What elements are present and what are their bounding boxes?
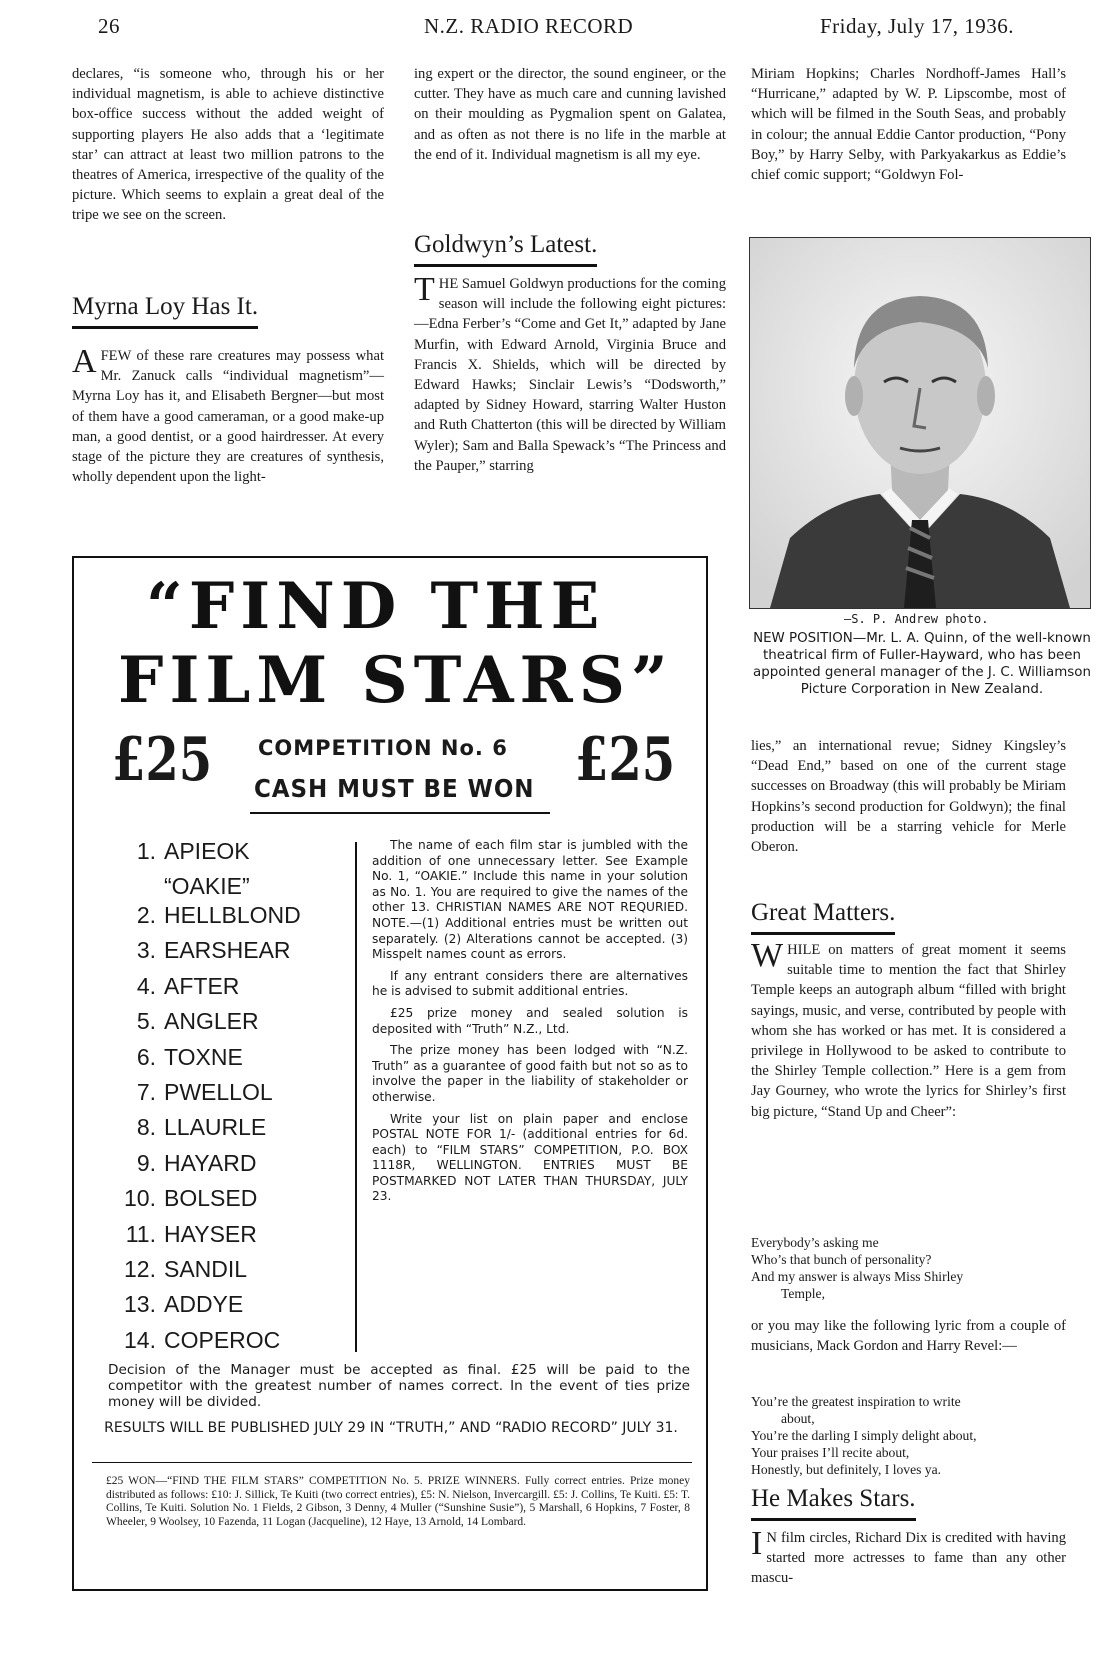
cash-must-be-won: CASH MUST BE WON bbox=[254, 774, 535, 803]
poem-line: Who’s that bunch of personality? bbox=[751, 1252, 932, 1267]
poem-line: You’re the darling I simply delight about, bbox=[751, 1428, 977, 1443]
item-number: 7. bbox=[136, 1078, 156, 1105]
heading-goldwyn: Goldwyn’s Latest. bbox=[414, 230, 597, 267]
heading-makes-stars: He Makes Stars. bbox=[751, 1484, 916, 1521]
page-number: 26 bbox=[98, 14, 120, 38]
column-divider bbox=[355, 842, 357, 1352]
list-item bbox=[118, 1075, 301, 1110]
list-item bbox=[118, 1040, 301, 1075]
dropcap: T bbox=[414, 271, 435, 308]
list-item bbox=[118, 1287, 301, 1322]
list-item bbox=[118, 933, 301, 968]
article-text: N film circles, Richard Dix is credited with having started more actresses to fame than any other mascu- bbox=[751, 1530, 1066, 1587]
jumbled-word: APIEOK bbox=[164, 838, 250, 864]
col3-intro: Miriam Hopkins; Charles Nordhoff-James Hall’s “Hurricane,” adapted by W. P. Lipscombe, most of which will be filmed in the South Seas, and probably in colour; the annual Eddie Cantor production, “Pony Boy,” by Harry Selby, with Parkyakarkus as Eddie’s chief comic support; “Goldwyn Fol- bbox=[751, 66, 1066, 184]
poem-line: You’re the greatest inspiration to write bbox=[751, 1394, 961, 1409]
article-great-matters bbox=[751, 937, 1066, 1122]
item-number: 10. bbox=[124, 1185, 156, 1212]
jumbled-word: BOLSED bbox=[164, 1185, 258, 1212]
list-item bbox=[118, 969, 301, 1004]
list-item bbox=[118, 1323, 301, 1358]
dropcap: A bbox=[72, 343, 97, 380]
decision-text: Decision of the Manager must be accepted as final. £25 will be paid to the competitor with the greatest number of names correct. In the event of ties prize money will be divided. bbox=[108, 1362, 690, 1410]
jumbled-word: LLAURLE bbox=[164, 1114, 267, 1141]
item-number: 13. bbox=[124, 1291, 156, 1318]
poem-line: And my answer is always Miss Shirley bbox=[751, 1269, 964, 1284]
list-item bbox=[118, 1146, 301, 1181]
article-text: FEW of these rare creatures may possess what Mr. Zanuck calls “individual magnetism”—Myrna Loy has it, and Elisabeth Bergner—but most of them have a good cameraman, or a good make-up man, a good dentist, or a good hairdresser. At every stage of the picture they are creatures of synthesis, wholly dependent upon the light- bbox=[72, 348, 384, 486]
issue-date: Friday, July 17, 1936. bbox=[820, 14, 1014, 38]
item-number: 6. bbox=[136, 1043, 156, 1070]
article-myrna-loy bbox=[72, 343, 384, 487]
article-text: HILE on matters of great moment it seems suitable time to mention the fact that Shirley Temple keeps an autograph album “filled with bright sayings, music, and verse, contributed by people with whom she has worked or has met. It is considered a privilege in Hollywood to be asked to contribute to the Shirley Temple collection.” Here is a gem from Jay Gourney, who wrote the lyrics for Shirley’s first big picture, “Stand Up and Cheer”: bbox=[751, 942, 1066, 1120]
article-goldwyn bbox=[414, 271, 726, 476]
item-number: 4. bbox=[136, 972, 156, 999]
jumbled-word: ADDYE bbox=[164, 1291, 244, 1318]
dropcap: I bbox=[751, 1525, 763, 1562]
rule-paragraph: £25 prize money and sealed solution is deposited with “Truth” N.Z., Ltd. bbox=[372, 1005, 688, 1036]
divider bbox=[92, 1462, 692, 1463]
jumbled-word: TOXNE bbox=[164, 1043, 243, 1070]
jumbled-word: COPEROC bbox=[164, 1326, 281, 1353]
col2-intro: ing expert or the director, the sound engineer, or the cutter. They have as much care and cunning lavished on their moulding as Pygmalion spent on Galatea, and as often as not there is no life in the marble at the end of it. Individual magnetism is all my eye. bbox=[414, 66, 726, 163]
list-item bbox=[118, 1004, 301, 1039]
rule-paragraph: The prize money has been lodged with “N.Z. Truth” as a guarantee of good faith but not so as to involve the paper in the liability of stakeholder or otherwise. bbox=[372, 1043, 688, 1104]
list-item bbox=[118, 1181, 301, 1216]
article-makes-stars bbox=[751, 1525, 1066, 1589]
competition-rules bbox=[372, 838, 688, 1211]
jumbled-word: HELLBLOND bbox=[164, 902, 301, 928]
results-notice: RESULTS WILL BE PUBLISHED JULY 29 IN “TRUTH,” AND “RADIO RECORD” JULY 31. bbox=[104, 1420, 678, 1436]
item-number: 9. bbox=[136, 1149, 156, 1176]
jumbled-word: AFTER bbox=[164, 972, 240, 999]
poem-line: about, bbox=[781, 1411, 815, 1426]
jumbled-word: SANDIL bbox=[164, 1255, 248, 1282]
poem-line: Honestly, but definitely, I loves ya. bbox=[751, 1462, 942, 1477]
item-number: 8. bbox=[136, 1114, 156, 1141]
list-item bbox=[118, 1252, 301, 1287]
list-item bbox=[118, 1110, 301, 1145]
previous-winners: £25 WON—“FIND THE FILM STARS” COMPETITION No. 5. PRIZE WINNERS. Fully correct entries. Prize money distributed as follows: £10: J. Sillick, Te Kuiti (two correct entries), £5: N. Nielson, Invercargill. £5: J. Collins, Te Kuiti. £5: T. Collins, Te Kuiti. Solution No. 1 Fields, 2 Gibson, 3 Denny, 4 Muller (“Sunshine Susie”), 5 Marshall, 6 Hopkins, 7 Foster, 8 Wheeler, 9 Woolsey, 10 Fazenda, 11 Logan (Jacqueline), 12 Haye, 13 Arnold, 14 Lombard. bbox=[106, 1475, 690, 1528]
jumbled-word: HAYARD bbox=[164, 1149, 257, 1176]
photo-credit: —S. P. Andrew photo. bbox=[844, 612, 989, 626]
photo-caption: NEW POSITION—Mr. L. A. Quinn, of the well-known theatrical firm of Fuller-Hayward, who has been appointed general manager of the J. C. Williamson Picture Corporation in New Zealand. bbox=[753, 631, 1091, 697]
jumbled-word: PWELLOL bbox=[164, 1078, 273, 1105]
competition-number: COMPETITION No. 6 bbox=[258, 736, 508, 760]
heading-great-matters: Great Matters. bbox=[751, 898, 895, 935]
col3-continued: lies,” an international revue; Sidney Kingsley’s “Dead End,” based on one of the current stage successes on Broadway (this will probably be Miriam Hopkins’s second production for Goldwyn); the final production will be a starring vehicle for Merle Oberon. bbox=[751, 738, 1066, 856]
between-poems: or you may like the following lyric from a couple of musicians, Mack Gordon and Harry Revel:— bbox=[751, 1318, 1066, 1355]
poem-1 bbox=[751, 1234, 963, 1302]
rule-paragraph: The name of each film star is jumbled with the addition of one unnecessary letter. See Example No. 1, “OAKIE.” Include this name in your solution as No. 1. You are required to give the names of the other 13. CHRISTIAN NAMES ARE NOT REQURIED. NOTE.—(1) Additional entries must be written out separately. (2) Alterations cannot be accepted. (3) Misspelt names count as errors. bbox=[372, 838, 688, 962]
poem-2 bbox=[751, 1393, 977, 1478]
ad-title-line-2: FILM STARS” bbox=[118, 643, 674, 718]
prize-amount-left: £25 bbox=[112, 725, 213, 795]
portrait-photo bbox=[749, 237, 1091, 609]
jumbled-names-list bbox=[118, 834, 301, 1358]
list-item bbox=[118, 898, 301, 933]
item-number: 11. bbox=[125, 1220, 156, 1247]
portrait-image bbox=[750, 238, 1090, 608]
divider bbox=[250, 812, 550, 814]
item-number: 5. bbox=[136, 1008, 156, 1035]
rule-paragraph: If any entrant considers there are alternatives he is advised to submit additional entries. bbox=[372, 968, 688, 999]
item-number: 3. bbox=[136, 937, 156, 964]
poem-line: Temple, bbox=[781, 1286, 825, 1301]
rule-paragraph: Write your list on plain paper and enclose POSTAL NOTE FOR 1/- (additional entries for 6d. each) to “FILM STARS” COMPETITION, P.O. BOX 1118R, WELLINGTON. ENTRIES MUST BE POSTMARKED NOT LATER THAN THURSDAY, JULY 23. bbox=[372, 1111, 688, 1204]
col1-intro: declares, “is someone who, through his or her individual magnetism, is able to achieve distinctive box-office success without the added weight of supporting players He also adds that a ‘legitimate star’ can attract at least two million patrons to the theatres of America, irrespective of the quality of the picture. Which seems to explain a great deal of the tripe we see on the screen. bbox=[72, 66, 384, 224]
dropcap: W bbox=[751, 937, 784, 974]
ad-title-line-1: “FIND THE bbox=[146, 569, 606, 644]
poem-line: Your praises I’ll recite about, bbox=[751, 1445, 910, 1460]
heading-myrna-loy: Myrna Loy Has It. bbox=[72, 292, 258, 329]
item-number: 2. bbox=[136, 902, 156, 928]
example-answer: “OAKIE” bbox=[164, 873, 250, 900]
jumbled-word: ANGLER bbox=[164, 1008, 259, 1035]
item-number: 12. bbox=[124, 1255, 156, 1282]
jumbled-word: HAYSER bbox=[164, 1220, 257, 1247]
prize-amount-right: £25 bbox=[575, 725, 676, 795]
list-item bbox=[118, 1217, 301, 1252]
article-text: HE Samuel Goldwyn productions for the coming season will include the following eight pictures:—Edna Ferber’s “Come and Get It,” adapted by Jane Murfin, with Edward Arnold, Virginia Bruce and Francis X. Shields, which will be directed by Edward Hawks; Sinclair Lewis’s “Dodsworth,” adapted by Sidney Howard, starring Walter Huston and Ruth Chatterton (this will be directed by William Wyler); Sam and Balla Spewack’s “The Princess and the Pauper,” starring bbox=[414, 276, 726, 474]
list-item bbox=[118, 834, 301, 898]
publication-title: N.Z. RADIO RECORD bbox=[424, 14, 634, 38]
item-number: 14. bbox=[124, 1326, 156, 1353]
item-number: 1. bbox=[136, 838, 156, 864]
jumbled-word: EARSHEAR bbox=[164, 937, 291, 964]
poem-line: Everybody’s asking me bbox=[751, 1235, 879, 1250]
